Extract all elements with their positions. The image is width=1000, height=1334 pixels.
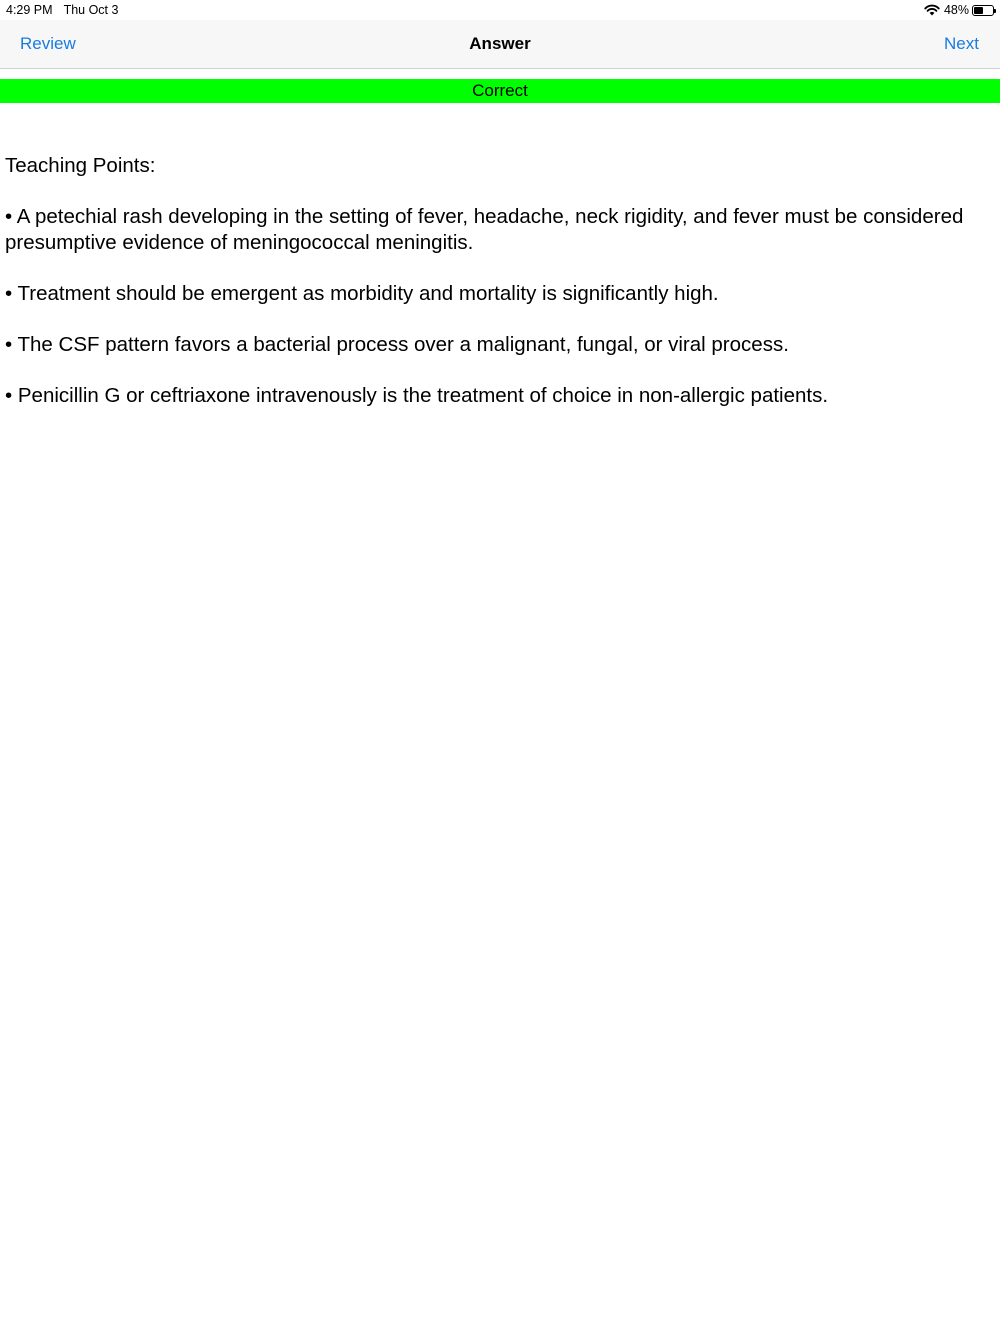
teaching-points-heading: Teaching Points: xyxy=(5,154,156,177)
teaching-point: • Treatment should be emergent as morbidity and mortality is significantly high. xyxy=(5,282,719,305)
teaching-point: • The CSF pattern favors a bacterial process over a malignant, fungal, or viral process. xyxy=(5,333,789,356)
status-time: 4:29 PM xyxy=(6,3,53,17)
page-title: Answer xyxy=(469,34,531,53)
result-banner: Correct xyxy=(0,79,1000,103)
battery-percent: 48% xyxy=(943,3,969,17)
status-date: Thu Oct 3 xyxy=(63,3,119,17)
status-bar xyxy=(0,0,1000,20)
status-right xyxy=(924,3,994,17)
teaching-points xyxy=(0,103,1000,409)
next-button[interactable]: Next xyxy=(944,34,979,53)
battery-icon xyxy=(972,5,994,16)
status-left xyxy=(6,3,118,17)
teaching-point: • A petechial rash developing in the setting of fever, headache, neck rigidity, and fever must be considered presumptive evidence of meningococcal meningitis. xyxy=(5,205,964,254)
battery-fill xyxy=(974,7,983,14)
teaching-point: • Penicillin G or ceftriaxone intravenously is the treatment of choice in non-allergic patients. xyxy=(5,384,829,407)
review-button[interactable]: Review xyxy=(20,34,76,53)
navigation-bar xyxy=(0,20,1000,69)
wifi-icon xyxy=(924,4,940,16)
